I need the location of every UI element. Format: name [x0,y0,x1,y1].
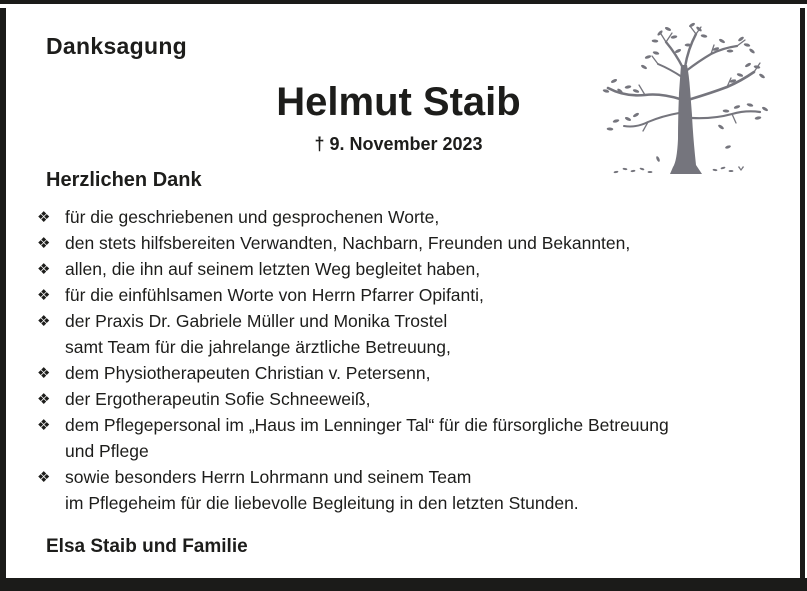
thanks-item [37,256,787,282]
thanks-list [37,204,787,516]
frame-border-bottom [0,578,807,591]
family-signature: Elsa Staib und Familie [46,536,248,557]
thanks-item-text: für die einfühlsamen Worte von Herrn Pfarrer Opifanti, [65,285,484,305]
thanks-item [37,204,787,230]
thanks-item [37,464,787,490]
thanks-item [37,412,787,438]
death-date: † 9. November 2023 [314,134,483,154]
thanks-item-text: allen, die ihn auf seinem letzten Weg begleitet haben, [65,259,481,279]
thanks-item [37,490,787,516]
diamond-bullet-icon: ❖ [37,390,51,408]
thanks-item [37,360,787,386]
diamond-bullet-icon: ❖ [37,468,51,486]
thanks-item-text: im Pflegeheim für die liebevolle Begleitung in den letzten Stunden. [65,493,579,513]
thanks-item [37,386,787,412]
thanks-item-text: dem Pflegepersonal im „Haus im Lenninger Tal“ für die fürsorgliche Betreuung [65,415,669,435]
diamond-bullet-icon: ❖ [37,312,51,330]
frame-border-top [0,0,807,4]
thanks-item-text: sowie besonders Herrn Lohrmann und seinem Team [65,467,472,487]
notice-type-heading: Danksagung [46,33,188,59]
thanks-item-text: der Praxis Dr. Gabriele Müller und Monika Trostel [65,311,448,331]
diamond-bullet-icon [37,334,65,360]
thanks-item-text: für die geschriebenen und gesprochenen Worte, [65,207,440,227]
thanks-heading: Herzlichen Dank [46,169,202,191]
diamond-bullet-icon [37,490,65,516]
diamond-bullet-icon: ❖ [37,234,51,252]
thanks-item-text: dem Physiotherapeuten Christian v. Petersenn, [65,363,431,383]
thanks-item [37,282,787,308]
diamond-bullet-icon: ❖ [37,286,51,304]
diamond-bullet-icon: ❖ [37,260,51,278]
frame-border-right [800,8,805,578]
deceased-name: Helmut Staib [276,80,521,124]
thanks-item [37,334,787,360]
thanks-item-text: samt Team für die jahrelange ärztliche Betreuung, [65,337,451,357]
thanks-item [37,438,787,464]
diamond-bullet-icon: ❖ [37,416,51,434]
thanks-item-text: den stets hilfsbereiten Verwandten, Nachbarn, Freunden und Bekannten, [65,233,631,253]
thanks-item [37,308,787,334]
thanks-item-text: der Ergotherapeutin Sofie Schneeweiß, [65,389,371,409]
thanks-item-text: und Pflege [65,441,149,461]
diamond-bullet-icon: ❖ [37,364,51,382]
diamond-bullet-icon: ❖ [37,208,51,226]
diamond-bullet-icon [37,438,65,464]
thanks-item [37,230,787,256]
